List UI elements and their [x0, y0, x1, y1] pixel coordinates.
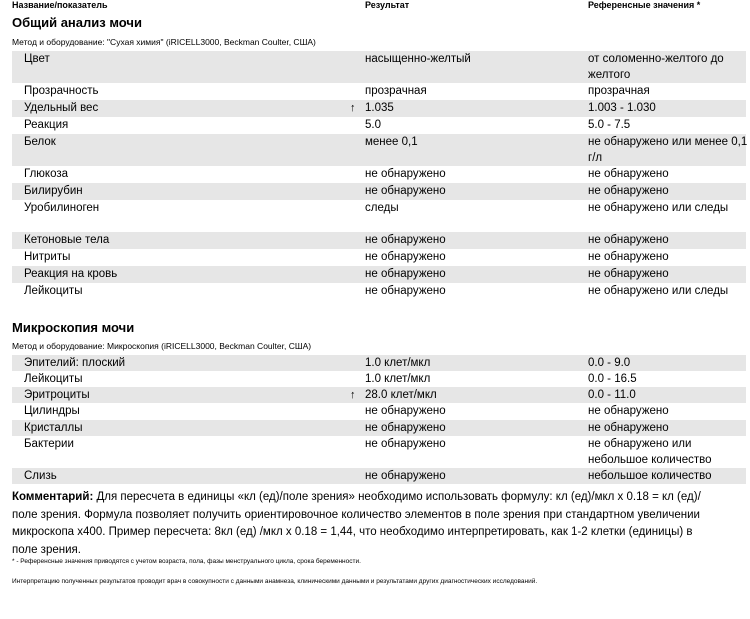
section-title-microscopy: Микроскопия мочи	[12, 320, 135, 335]
row-reference: не обнаружено или следы	[588, 285, 729, 297]
row-result: не обнаружено	[365, 470, 446, 482]
comment-label: Комментарий:	[12, 491, 94, 503]
row-reference: не обнаружено	[588, 405, 669, 417]
table-row	[12, 436, 746, 468]
row-result: насыщенно-желтый	[365, 53, 471, 65]
row-name: Эритроциты	[24, 389, 90, 401]
table-row	[12, 387, 746, 403]
row-name: Реакция на кровь	[24, 268, 118, 280]
row-name: Уробилиноген	[24, 202, 100, 214]
column-header-reference: Референсные значения *	[588, 0, 701, 10]
row-result: не обнаружено	[365, 185, 446, 197]
row-name: Эпителий: плоский	[24, 357, 126, 369]
table-row	[12, 183, 746, 200]
row-name: Кристаллы	[24, 422, 83, 434]
row-name: Бактерии	[24, 438, 74, 450]
table-row	[12, 355, 746, 371]
results-table-urinalysis	[12, 51, 746, 316]
reference-footnote: * - Референсные значения приводятся с учетом возраста, пола, фазы менструального цикла, срока беременности.	[12, 558, 361, 565]
row-reference: не обнаружено или менее 0,1 г/л	[588, 136, 748, 164]
row-result: не обнаружено	[365, 285, 446, 297]
results-table-microscopy	[12, 355, 746, 484]
table-row	[12, 266, 746, 283]
row-result: 1.0 клет/мкл	[365, 357, 431, 369]
row-name: Белок	[24, 136, 56, 148]
row-name: Нитриты	[24, 251, 71, 263]
row-name: Билирубин	[24, 185, 83, 197]
column-header-result: Результат	[365, 0, 410, 10]
row-name: Прозрачность	[24, 85, 99, 97]
table-row	[12, 117, 746, 134]
row-result: не обнаружено	[365, 234, 446, 246]
row-result: 28.0 клет/мкл	[365, 389, 437, 401]
table-row	[12, 100, 746, 117]
section-method-urinalysis: Метод и оборудование: "Сухая химия" (iRICELL3000, Beckman Coulter, США)	[12, 37, 316, 47]
row-result: не обнаружено	[365, 268, 446, 280]
row-result: 1.0 клет/мкл	[365, 373, 431, 385]
table-row	[12, 371, 746, 387]
row-name: Кетоновые тела	[24, 234, 110, 246]
row-reference: от соломенно-желтого до желтого	[588, 53, 724, 81]
table-row	[12, 166, 746, 183]
row-result: 1.035	[365, 102, 394, 114]
table-row	[12, 51, 746, 83]
row-name: Лейкоциты	[24, 373, 83, 385]
row-reference: 1.003 - 1.030	[588, 102, 656, 114]
up-arrow-icon: ↑	[350, 389, 356, 401]
row-name: Реакция	[24, 119, 69, 131]
table-row	[12, 283, 746, 316]
row-result: не обнаружено	[365, 251, 446, 263]
table-row	[12, 83, 746, 100]
row-reference: не обнаружено	[588, 422, 669, 434]
row-result: не обнаружено	[365, 405, 446, 417]
row-reference: 0.0 - 16.5	[588, 373, 637, 385]
row-name: Лейкоциты	[24, 285, 83, 297]
row-reference: не обнаружено	[588, 268, 669, 280]
row-result: прозрачная	[365, 85, 427, 97]
row-name: Удельный вес	[24, 102, 99, 114]
table-row	[12, 134, 746, 166]
row-result: не обнаружено	[365, 422, 446, 434]
row-reference: небольшое количество	[588, 470, 712, 482]
row-name: Цилиндры	[24, 405, 80, 417]
table-row	[12, 249, 746, 266]
row-reference: 0.0 - 9.0	[588, 357, 631, 369]
row-reference: не обнаружено или небольшое количество	[588, 438, 712, 466]
section-method-microscopy: Метод и оборудование: Микроскопия (iRICELL3000, Beckman Coulter, США)	[12, 341, 312, 351]
table-row	[12, 403, 746, 420]
row-name: Глюкоза	[24, 168, 69, 180]
row-reference: 0.0 - 11.0	[588, 389, 636, 401]
row-name: Слизь	[24, 470, 57, 482]
row-reference: не обнаружено или следы	[588, 202, 729, 214]
table-row	[12, 420, 746, 436]
comment-block	[12, 489, 712, 559]
row-reference: не обнаружено	[588, 168, 669, 180]
table-row	[12, 200, 746, 232]
up-arrow-icon: ↑	[350, 102, 356, 114]
interpretation-footnote: Интерпретацию полученных результатов проводит врач в совокупности с данными анамнеза, клиническими данными и результатами других диагностических исследований.	[12, 578, 538, 585]
row-reference: не обнаружено	[588, 251, 669, 263]
row-reference: 5.0 - 7.5	[588, 119, 631, 131]
row-reference: не обнаружено	[588, 234, 669, 246]
comment-text: Для пересчета в единицы «кл (ед)/поле зрения» необходимо использовать формулу: кл (ед)/мкл х 0.18 = кл (ед)/поле зрения. Формула позволяет получить ориентировочное количество элементов в поле зрения при стандартном увеличении микроскопа х400. Пример пересчета: 8кл (ед) /мкл х 0.18 = 1,44, что необходимо интерпретировать, как 1-2 клетки (единицы) в поле зрения.	[12, 491, 701, 556]
column-header-name: Название/показатель	[12, 0, 108, 10]
row-result: не обнаружено	[365, 438, 446, 450]
table-row	[12, 468, 746, 484]
row-result: не обнаружено	[365, 168, 446, 180]
row-reference: не обнаружено	[588, 185, 669, 197]
table-row	[12, 232, 746, 249]
row-reference: прозрачная	[588, 85, 650, 97]
row-result: следы	[365, 202, 399, 214]
row-name: Цвет	[24, 53, 50, 65]
section-title-urinalysis: Общий анализ мочи	[12, 15, 142, 30]
row-result: менее 0,1	[365, 136, 418, 148]
row-result: 5.0	[365, 119, 381, 131]
